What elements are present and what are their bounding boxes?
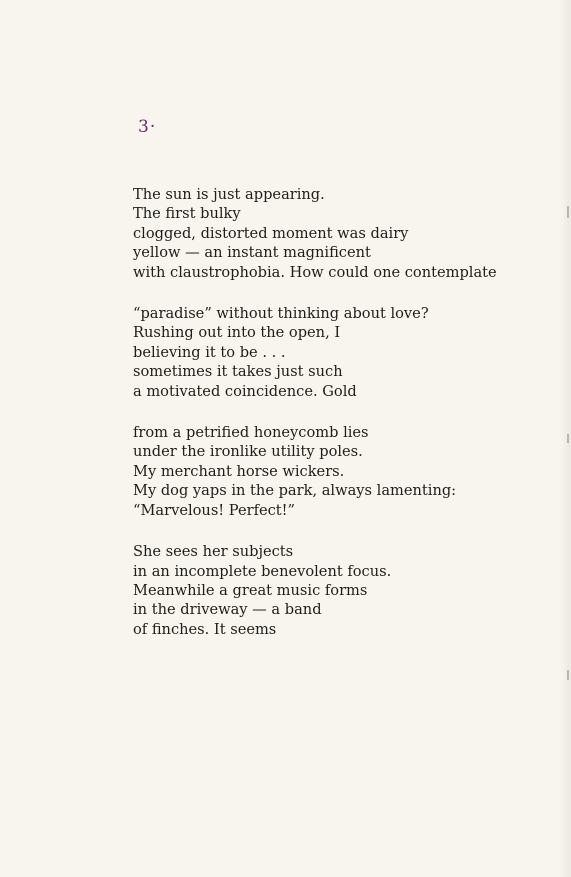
poem-line: Meanwhile a great music forms (133, 581, 368, 599)
poem-line: yellow — an instant magnificent (133, 244, 371, 262)
page-edge-mark (567, 434, 569, 443)
page-edge-mark (567, 206, 569, 218)
poem-line: clogged, distorted moment was dairy (133, 224, 409, 242)
poem-line: The sun is just appearing. (133, 186, 325, 203)
stanza-2 (133, 304, 553, 401)
poem-line: believing it to be . . . (133, 343, 286, 361)
poem-line: “Marvelous! Perfect!” (133, 501, 295, 519)
poem-line: Rushing out into the open, I (133, 324, 341, 342)
poem-line: My merchant horse wickers. (133, 462, 345, 480)
poem-line: She sees her subjects (133, 543, 294, 561)
poem-line: sometimes it takes just such (133, 363, 343, 381)
stanza-4 (133, 542, 553, 639)
poem-line: My dog yaps in the park, always lamenting: (133, 482, 457, 500)
poem-line: under the ironlike utility poles. (133, 443, 363, 461)
poem-line: in the driveway — a band (133, 601, 322, 619)
poem-line: a motivated coincidence. Gold (133, 382, 357, 400)
poem-line: from a petrified honeycomb lies (133, 424, 369, 442)
poem-line: of finches. It seems (133, 620, 277, 638)
poem-body (133, 185, 553, 661)
poem-line: with claustrophobia. How could one contemplate (133, 263, 497, 281)
stanza-1 (133, 185, 553, 282)
section-number: 3· (138, 117, 157, 137)
poem-line: “paradise” without thinking about love? (133, 305, 429, 323)
page-edge-mark (567, 670, 569, 680)
poem-line: The first bulky (133, 205, 241, 223)
poem-line: in an incomplete benevolent focus. (133, 562, 392, 580)
stanza-3 (133, 423, 553, 520)
